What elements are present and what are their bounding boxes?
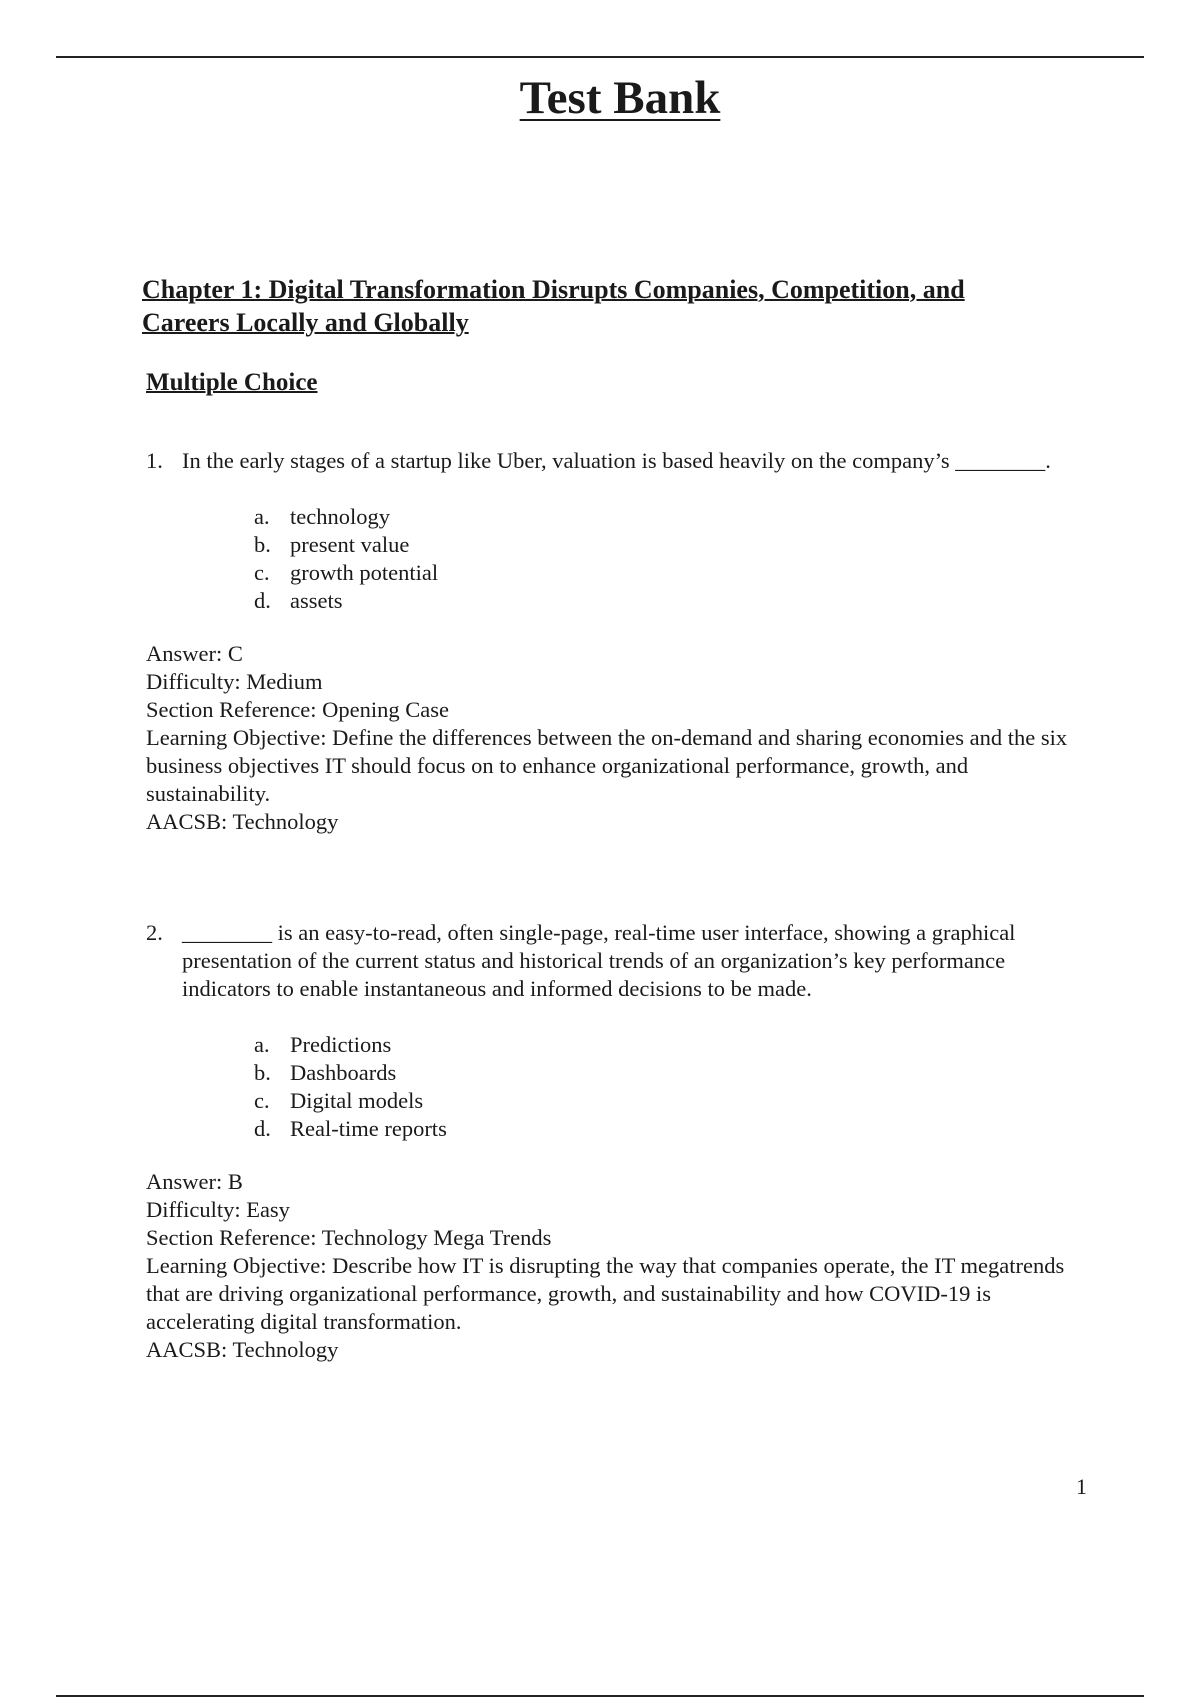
option-text: Real-time reports bbox=[290, 1116, 447, 1141]
option-text: Predictions bbox=[290, 1032, 392, 1057]
option-letter: a. bbox=[254, 1032, 270, 1057]
aacsb: AACSB: Technology bbox=[146, 1337, 339, 1362]
page-number: 1 bbox=[1076, 1474, 1087, 1499]
option-text: Digital models bbox=[290, 1088, 424, 1113]
page-title bbox=[0, 68, 1200, 128]
option-letter: b. bbox=[254, 1060, 271, 1085]
difficulty: Difficulty: Medium bbox=[146, 669, 323, 694]
section-reference: Section Reference: Technology Mega Trends bbox=[146, 1225, 552, 1250]
question-metadata bbox=[146, 640, 1081, 836]
option-text: Dashboards bbox=[290, 1060, 397, 1085]
question-1 bbox=[146, 447, 1086, 836]
learning-objective: Learning Objective: Describe how IT is disrupting the way that companies operate, the IT megatrends that are driving organizational performance, growth, and sustainability and how COVID-19 is accelerating digital transformation. bbox=[146, 1253, 1065, 1334]
option-d bbox=[254, 1115, 1086, 1143]
page-title-text: Test Bank bbox=[519, 72, 721, 124]
question-number: 2. bbox=[146, 920, 163, 945]
option-letter: a. bbox=[254, 504, 270, 529]
option-a bbox=[254, 503, 1086, 531]
section-heading: Multiple Choice bbox=[146, 369, 318, 396]
answer: Answer: C bbox=[146, 641, 243, 666]
option-c bbox=[254, 1087, 1086, 1115]
option-c bbox=[254, 559, 1086, 587]
option-a bbox=[254, 1031, 1086, 1059]
chapter-title: Chapter 1: Digital Transformation Disrupts Companies, Competition, and Careers Locally and Globally bbox=[142, 275, 965, 337]
question-number: 1. bbox=[146, 448, 163, 473]
option-b bbox=[254, 1059, 1086, 1087]
section-reference: Section Reference: Opening Case bbox=[146, 697, 450, 722]
option-letter: d. bbox=[254, 1116, 271, 1141]
learning-objective: Learning Objective: Define the differences between the on-demand and sharing economies and the six business objectives IT should focus on to enhance organizational performance, growth, and sustainability. bbox=[146, 725, 1068, 806]
option-letter: d. bbox=[254, 588, 271, 613]
answer: Answer: B bbox=[146, 1169, 243, 1194]
option-text: technology bbox=[290, 504, 390, 529]
difficulty: Difficulty: Easy bbox=[146, 1197, 290, 1222]
question-text: In the early stages of a startup like Uber, valuation is based heavily on the company’s ________. bbox=[182, 448, 1051, 473]
aacsb: AACSB: Technology bbox=[146, 809, 339, 834]
answer-options bbox=[254, 1031, 1086, 1143]
option-letter: b. bbox=[254, 532, 271, 557]
question-metadata bbox=[146, 1168, 1081, 1364]
option-letter: c. bbox=[254, 1088, 270, 1113]
top-rule bbox=[56, 56, 1144, 58]
question-text: ________ is an easy-to-read, often single-page, real-time user interface, showing a graphical presentation of the current status and historical trends of an organization’s key performance indicators to enable instantaneous and informed decisions to be made. bbox=[182, 920, 1016, 1001]
bottom-rule bbox=[56, 1695, 1144, 1697]
option-text: growth potential bbox=[290, 560, 439, 585]
question-2 bbox=[146, 919, 1086, 1364]
option-b bbox=[254, 531, 1086, 559]
option-letter: c. bbox=[254, 560, 270, 585]
option-d bbox=[254, 587, 1086, 615]
answer-options bbox=[254, 503, 1086, 615]
option-text: present value bbox=[290, 532, 410, 557]
option-text: assets bbox=[290, 588, 343, 613]
